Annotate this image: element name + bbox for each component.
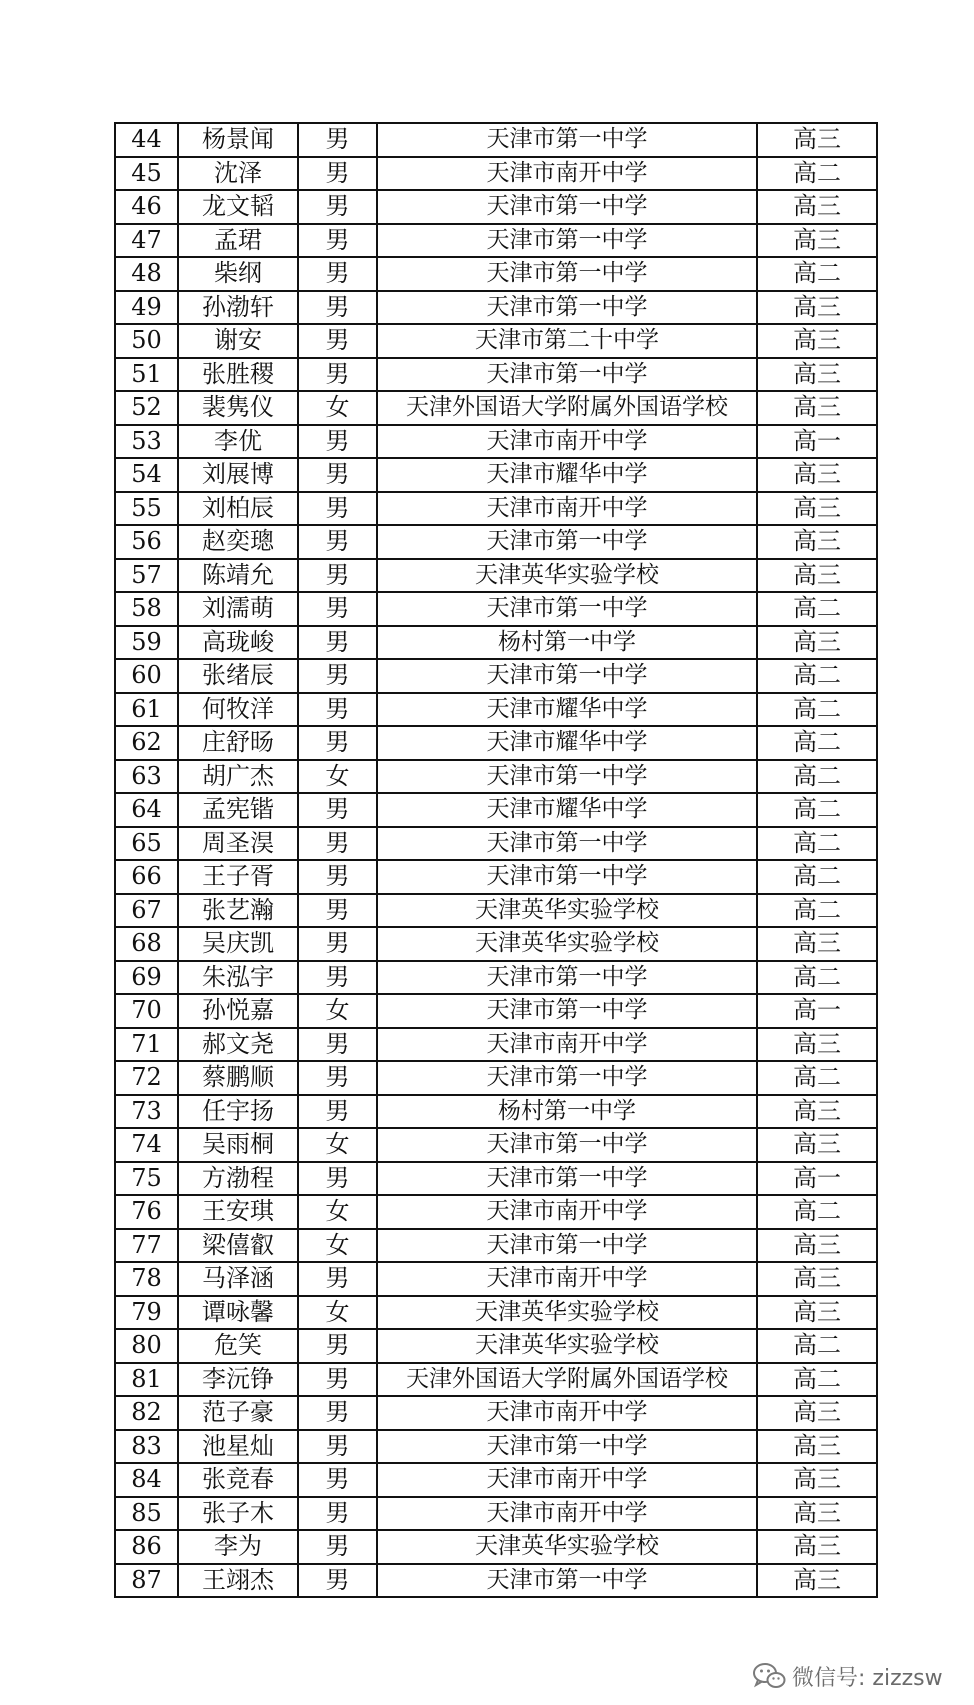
table-row (115, 693, 877, 727)
school-name: 天津市耀华中学 (377, 726, 757, 760)
student-name: 李为 (178, 1530, 298, 1564)
student-gender: 男 (298, 693, 377, 727)
grade-level: 高二 (757, 793, 877, 827)
grade-level: 高二 (757, 760, 877, 794)
row-number: 44 (115, 123, 178, 157)
student-name: 高珑峻 (178, 626, 298, 660)
grade-level: 高三 (757, 1229, 877, 1263)
school-name: 天津市耀华中学 (377, 458, 757, 492)
student-gender: 男 (298, 626, 377, 660)
student-name: 刘濡萌 (178, 592, 298, 626)
grade-level: 高三 (757, 1430, 877, 1464)
school-name: 天津市南开中学 (377, 1396, 757, 1430)
roster-table (114, 122, 878, 1598)
grade-level: 高三 (757, 1564, 877, 1598)
student-gender: 男 (298, 1430, 377, 1464)
table-row (115, 1028, 877, 1062)
grade-level: 高二 (757, 1329, 877, 1363)
school-name: 天津市第一中学 (377, 358, 757, 392)
table-row (115, 1195, 877, 1229)
student-gender: 男 (298, 425, 377, 459)
row-number: 47 (115, 224, 178, 258)
table-row (115, 1229, 877, 1263)
row-number: 77 (115, 1229, 178, 1263)
table-row (115, 123, 877, 157)
grade-level: 高二 (757, 592, 877, 626)
student-name: 李优 (178, 425, 298, 459)
school-name: 天津外国语大学附属外国语学校 (377, 1363, 757, 1397)
student-gender: 女 (298, 391, 377, 425)
table-row (115, 257, 877, 291)
row-number: 60 (115, 659, 178, 693)
roster-body (115, 123, 877, 1597)
student-name: 张艺瀚 (178, 894, 298, 928)
school-name: 天津市第二十中学 (377, 324, 757, 358)
student-name: 郝文尧 (178, 1028, 298, 1062)
school-name: 天津市南开中学 (377, 157, 757, 191)
row-number: 67 (115, 894, 178, 928)
row-number: 65 (115, 827, 178, 861)
student-gender: 男 (298, 793, 377, 827)
student-gender: 男 (298, 827, 377, 861)
grade-level: 高三 (757, 1028, 877, 1062)
school-name: 杨村第一中学 (377, 1095, 757, 1129)
student-gender: 男 (298, 894, 377, 928)
table-row (115, 1530, 877, 1564)
grade-level: 高二 (757, 1061, 877, 1095)
student-name: 王翊杰 (178, 1564, 298, 1598)
table-row (115, 1128, 877, 1162)
table-row (115, 827, 877, 861)
student-gender: 男 (298, 525, 377, 559)
row-number: 49 (115, 291, 178, 325)
school-name: 天津市耀华中学 (377, 793, 757, 827)
row-number: 70 (115, 994, 178, 1028)
table-row (115, 1564, 877, 1598)
school-name: 天津英华实验学校 (377, 1530, 757, 1564)
grade-level: 高二 (757, 157, 877, 191)
row-number: 83 (115, 1430, 178, 1464)
student-name: 裴隽仪 (178, 391, 298, 425)
student-gender: 男 (298, 1564, 377, 1598)
student-gender: 男 (298, 1396, 377, 1430)
student-name: 池星灿 (178, 1430, 298, 1464)
table-row (115, 291, 877, 325)
row-number: 69 (115, 961, 178, 995)
grade-level: 高三 (757, 1262, 877, 1296)
school-name: 天津市第一中学 (377, 1128, 757, 1162)
student-name: 谢安 (178, 324, 298, 358)
student-gender: 女 (298, 1229, 377, 1263)
table-row (115, 1329, 877, 1363)
student-gender: 男 (298, 123, 377, 157)
table-row (115, 391, 877, 425)
grade-level: 高三 (757, 927, 877, 961)
grade-level: 高一 (757, 1162, 877, 1196)
table-row (115, 994, 877, 1028)
table-row (115, 358, 877, 392)
table-row (115, 1430, 877, 1464)
grade-level: 高三 (757, 1463, 877, 1497)
student-gender: 男 (298, 1497, 377, 1531)
student-name: 孟宪锴 (178, 793, 298, 827)
student-gender: 男 (298, 659, 377, 693)
student-gender: 男 (298, 291, 377, 325)
grade-level: 高三 (757, 626, 877, 660)
student-name: 危笑 (178, 1329, 298, 1363)
student-gender: 男 (298, 1028, 377, 1062)
student-gender: 男 (298, 324, 377, 358)
table-row (115, 1497, 877, 1531)
row-number: 81 (115, 1363, 178, 1397)
table-row (115, 157, 877, 191)
student-gender: 男 (298, 1262, 377, 1296)
row-number: 54 (115, 458, 178, 492)
school-name: 天津外国语大学附属外国语学校 (377, 391, 757, 425)
student-gender: 女 (298, 1195, 377, 1229)
table-row (115, 525, 877, 559)
grade-level: 高三 (757, 1530, 877, 1564)
row-number: 52 (115, 391, 178, 425)
student-gender: 男 (298, 559, 377, 593)
student-gender: 男 (298, 1095, 377, 1129)
school-name: 天津市第一中学 (377, 224, 757, 258)
row-number: 63 (115, 760, 178, 794)
school-name: 天津市第一中学 (377, 1162, 757, 1196)
row-number: 64 (115, 793, 178, 827)
row-number: 53 (115, 425, 178, 459)
student-gender: 女 (298, 760, 377, 794)
row-number: 76 (115, 1195, 178, 1229)
student-gender: 女 (298, 994, 377, 1028)
school-name: 杨村第一中学 (377, 626, 757, 660)
school-name: 天津市第一中学 (377, 961, 757, 995)
grade-level: 高二 (757, 257, 877, 291)
school-name: 天津市南开中学 (377, 1463, 757, 1497)
row-number: 59 (115, 626, 178, 660)
school-name: 天津英华实验学校 (377, 1296, 757, 1330)
school-name: 天津市第一中学 (377, 123, 757, 157)
grade-level: 高三 (757, 1128, 877, 1162)
student-name: 任宇扬 (178, 1095, 298, 1129)
table-row (115, 626, 877, 660)
school-name: 天津市第一中学 (377, 1061, 757, 1095)
table-row (115, 659, 877, 693)
student-name: 方渤程 (178, 1162, 298, 1196)
row-number: 72 (115, 1061, 178, 1095)
grade-level: 高三 (757, 1296, 877, 1330)
grade-level: 高三 (757, 324, 877, 358)
row-number: 75 (115, 1162, 178, 1196)
table-row (115, 559, 877, 593)
school-name: 天津市第一中学 (377, 257, 757, 291)
row-number: 58 (115, 592, 178, 626)
grade-level: 高二 (757, 726, 877, 760)
row-number: 71 (115, 1028, 178, 1062)
table-row (115, 1262, 877, 1296)
table-row (115, 1162, 877, 1196)
student-gender: 男 (298, 224, 377, 258)
grade-level: 高二 (757, 1195, 877, 1229)
student-gender: 女 (298, 1296, 377, 1330)
student-gender: 男 (298, 927, 377, 961)
grade-level: 高三 (757, 1497, 877, 1531)
grade-level: 高三 (757, 358, 877, 392)
table-row (115, 927, 877, 961)
school-name: 天津市第一中学 (377, 1430, 757, 1464)
table-row (115, 190, 877, 224)
table-row (115, 425, 877, 459)
watermark (752, 1658, 943, 1694)
grade-level: 高三 (757, 190, 877, 224)
student-name: 孙悦嘉 (178, 994, 298, 1028)
student-gender: 男 (298, 1463, 377, 1497)
student-name: 张绪辰 (178, 659, 298, 693)
student-name: 谭咏馨 (178, 1296, 298, 1330)
student-name: 庄舒旸 (178, 726, 298, 760)
school-name: 天津市第一中学 (377, 592, 757, 626)
school-name: 天津英华实验学校 (377, 894, 757, 928)
student-gender: 男 (298, 1061, 377, 1095)
grade-level: 高一 (757, 425, 877, 459)
watermark-text: 微信号: zizzsw (792, 1665, 943, 1691)
grade-level: 高三 (757, 123, 877, 157)
row-number: 84 (115, 1463, 178, 1497)
school-name: 天津市南开中学 (377, 1028, 757, 1062)
row-number: 46 (115, 190, 178, 224)
school-name: 天津市第一中学 (377, 525, 757, 559)
school-name: 天津市第一中学 (377, 994, 757, 1028)
grade-level: 高二 (757, 894, 877, 928)
student-gender: 男 (298, 492, 377, 526)
school-name: 天津市南开中学 (377, 1262, 757, 1296)
grade-level: 高二 (757, 827, 877, 861)
table-row (115, 1296, 877, 1330)
school-name: 天津市第一中学 (377, 760, 757, 794)
student-gender: 男 (298, 1162, 377, 1196)
row-number: 61 (115, 693, 178, 727)
table-row (115, 961, 877, 995)
student-name: 马泽涵 (178, 1262, 298, 1296)
row-number: 79 (115, 1296, 178, 1330)
student-name: 龙文韬 (178, 190, 298, 224)
grade-level: 高二 (757, 693, 877, 727)
grade-level: 高三 (757, 559, 877, 593)
row-number: 78 (115, 1262, 178, 1296)
student-gender: 男 (298, 961, 377, 995)
student-name: 张竞春 (178, 1463, 298, 1497)
student-name: 李沅铮 (178, 1363, 298, 1397)
student-name: 王安琪 (178, 1195, 298, 1229)
table-row (115, 492, 877, 526)
school-name: 天津市第一中学 (377, 291, 757, 325)
student-name: 陈靖允 (178, 559, 298, 593)
school-name: 天津市南开中学 (377, 492, 757, 526)
wechat-icon (752, 1662, 786, 1690)
row-number: 68 (115, 927, 178, 961)
table-row (115, 860, 877, 894)
row-number: 50 (115, 324, 178, 358)
grade-level: 高三 (757, 224, 877, 258)
student-name: 何牧洋 (178, 693, 298, 727)
school-name: 天津英华实验学校 (377, 559, 757, 593)
school-name: 天津市第一中学 (377, 1564, 757, 1598)
student-name: 梁僖叡 (178, 1229, 298, 1263)
table-row (115, 1095, 877, 1129)
row-number: 73 (115, 1095, 178, 1129)
student-name: 吴雨桐 (178, 1128, 298, 1162)
student-gender: 男 (298, 458, 377, 492)
row-number: 87 (115, 1564, 178, 1598)
row-number: 45 (115, 157, 178, 191)
student-gender: 男 (298, 190, 377, 224)
student-name: 赵奕璁 (178, 525, 298, 559)
student-name: 张胜稷 (178, 358, 298, 392)
student-gender: 男 (298, 257, 377, 291)
student-name: 蔡鹏顺 (178, 1061, 298, 1095)
grade-level: 高三 (757, 1396, 877, 1430)
grade-level: 高三 (757, 391, 877, 425)
school-name: 天津市南开中学 (377, 1497, 757, 1531)
student-gender: 男 (298, 358, 377, 392)
school-name: 天津市第一中学 (377, 827, 757, 861)
school-name: 天津市第一中学 (377, 190, 757, 224)
student-name: 吴庆凯 (178, 927, 298, 961)
table-row (115, 726, 877, 760)
student-gender: 男 (298, 592, 377, 626)
student-gender: 男 (298, 1363, 377, 1397)
student-gender: 男 (298, 1329, 377, 1363)
table-row (115, 324, 877, 358)
student-name: 刘展博 (178, 458, 298, 492)
student-gender: 女 (298, 1128, 377, 1162)
student-gender: 男 (298, 726, 377, 760)
row-number: 55 (115, 492, 178, 526)
school-name: 天津英华实验学校 (377, 927, 757, 961)
grade-level: 高二 (757, 659, 877, 693)
table-row (115, 760, 877, 794)
row-number: 85 (115, 1497, 178, 1531)
grade-level: 高三 (757, 492, 877, 526)
student-gender: 男 (298, 157, 377, 191)
school-name: 天津市耀华中学 (377, 693, 757, 727)
student-name: 周圣淏 (178, 827, 298, 861)
student-name: 朱泓宇 (178, 961, 298, 995)
table-row (115, 1061, 877, 1095)
student-name: 王子胥 (178, 860, 298, 894)
school-name: 天津市第一中学 (377, 860, 757, 894)
student-name: 沈泽 (178, 157, 298, 191)
row-number: 66 (115, 860, 178, 894)
row-number: 74 (115, 1128, 178, 1162)
school-name: 天津市第一中学 (377, 1229, 757, 1263)
table-row (115, 458, 877, 492)
grade-level: 高二 (757, 860, 877, 894)
table-row (115, 1396, 877, 1430)
student-name: 孟珺 (178, 224, 298, 258)
table-row (115, 592, 877, 626)
table-row (115, 1463, 877, 1497)
student-name: 张子木 (178, 1497, 298, 1531)
school-name: 天津英华实验学校 (377, 1329, 757, 1363)
student-name: 范子豪 (178, 1396, 298, 1430)
school-name: 天津市南开中学 (377, 425, 757, 459)
row-number: 62 (115, 726, 178, 760)
school-name: 天津市第一中学 (377, 659, 757, 693)
grade-level: 高三 (757, 525, 877, 559)
table-row (115, 894, 877, 928)
grade-level: 高三 (757, 291, 877, 325)
row-number: 57 (115, 559, 178, 593)
row-number: 51 (115, 358, 178, 392)
row-number: 48 (115, 257, 178, 291)
grade-level: 高三 (757, 1095, 877, 1129)
table-row (115, 793, 877, 827)
student-gender: 男 (298, 860, 377, 894)
grade-level: 高二 (757, 961, 877, 995)
table-row (115, 1363, 877, 1397)
student-name: 柴纲 (178, 257, 298, 291)
table-row (115, 224, 877, 258)
row-number: 82 (115, 1396, 178, 1430)
grade-level: 高三 (757, 458, 877, 492)
student-name: 刘柏辰 (178, 492, 298, 526)
grade-level: 高二 (757, 1363, 877, 1397)
grade-level: 高一 (757, 994, 877, 1028)
row-number: 86 (115, 1530, 178, 1564)
row-number: 80 (115, 1329, 178, 1363)
student-name: 孙渤轩 (178, 291, 298, 325)
row-number: 56 (115, 525, 178, 559)
student-name: 杨景闻 (178, 123, 298, 157)
school-name: 天津市南开中学 (377, 1195, 757, 1229)
student-name: 胡广杰 (178, 760, 298, 794)
student-gender: 男 (298, 1530, 377, 1564)
